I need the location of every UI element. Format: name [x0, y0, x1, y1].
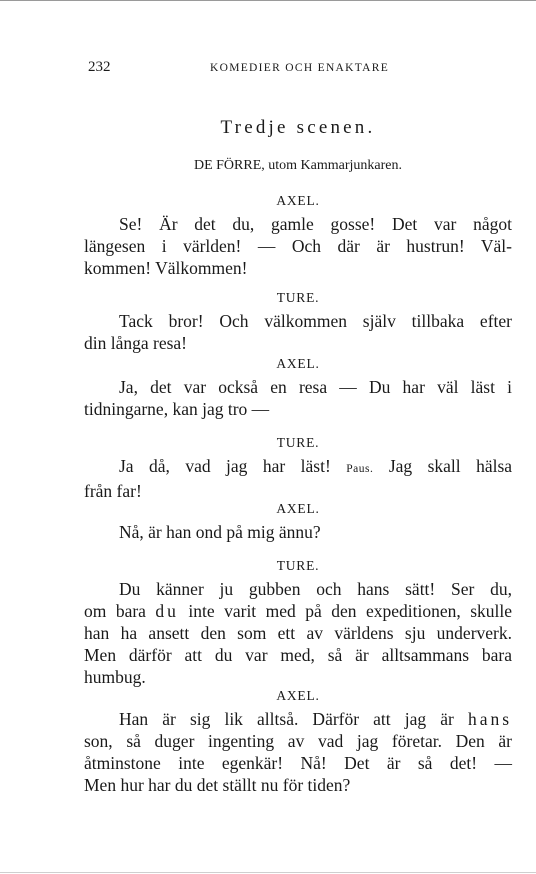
speech-line: humbug. [84, 667, 146, 687]
running-head: KOMEDIER OCH ENAKTARE [210, 62, 390, 74]
speech-text: Ja då, vad jag har läst! [119, 456, 331, 476]
speech-line: åtminstone inte egenkär! Nå! Det är så det! — [84, 753, 512, 773]
emphasized-word: hans [467, 709, 513, 729]
speech-line: din långa resa! [84, 333, 188, 353]
speech-line: han ha ansett den som ett av världens sju underverk. [84, 623, 512, 643]
speech-line [84, 708, 512, 730]
speech-block [84, 578, 512, 688]
speaker-name: AXEL. [276, 356, 320, 371]
speech-text: inte varit med på den expeditionen, skulle [188, 601, 512, 621]
speaker-name: AXEL. [276, 688, 320, 703]
speech-line [84, 600, 512, 622]
speech-line: son, så duger ingenting av vad jag företar. Den är [84, 731, 512, 751]
speech-line: tidningarne, kan jag tro — [84, 399, 270, 419]
speech-line: längesen i världen! — Och där är hustrun! Väl- [84, 236, 512, 256]
speech-line: Tack bror! Och välkommen själv tillbaka efter [119, 311, 512, 331]
speech-block [84, 455, 512, 502]
speech-text: om bara [84, 601, 146, 621]
emphasized-word: du [155, 601, 179, 621]
speech-line [84, 455, 512, 480]
speech-line: Se! Är det du, gamle gosse! Det var något [119, 214, 512, 234]
scene-title: Tredje scenen. [220, 117, 376, 138]
speech-block [84, 708, 512, 796]
scan-edge-bottom [0, 872, 536, 873]
speaker-name: TURE. [276, 435, 320, 450]
speaker-name: TURE. [276, 558, 320, 573]
speech-text: Han är sig lik alltså. Därför att jag är [119, 709, 454, 729]
speaker-name: TURE. [276, 290, 320, 305]
speech-text: Jag skall hälsa [388, 456, 513, 476]
speech-line: Ja, det var också en resa — Du har väl läst i [119, 377, 512, 397]
stage-direction-inline: Paus. [346, 463, 374, 475]
speech-block [84, 376, 512, 420]
page-header [88, 59, 510, 79]
speech-block [84, 213, 512, 279]
page-number: 232 [88, 59, 111, 75]
stage-direction: DE FÖRRE, utom Kammarjunkaren. [193, 158, 403, 173]
speech-block [84, 310, 512, 354]
speech-line: kommen! Välkommen! [84, 258, 248, 278]
speech-block [84, 521, 512, 543]
speaker-name: AXEL. [276, 193, 320, 208]
speech-line: Men därför att du var med, så är alltsammans bara [84, 645, 512, 665]
speaker-name: AXEL. [276, 501, 320, 516]
speech-line: Du känner ju gubben och hans sätt! Ser du, [119, 579, 512, 599]
speech-line: Men hur har du det ställt nu för tiden? [84, 775, 351, 795]
scan-edge-top [0, 0, 536, 1]
speech-line: från far! [84, 481, 142, 501]
speech-line: Nå, är han ond på mig ännu? [119, 522, 321, 542]
